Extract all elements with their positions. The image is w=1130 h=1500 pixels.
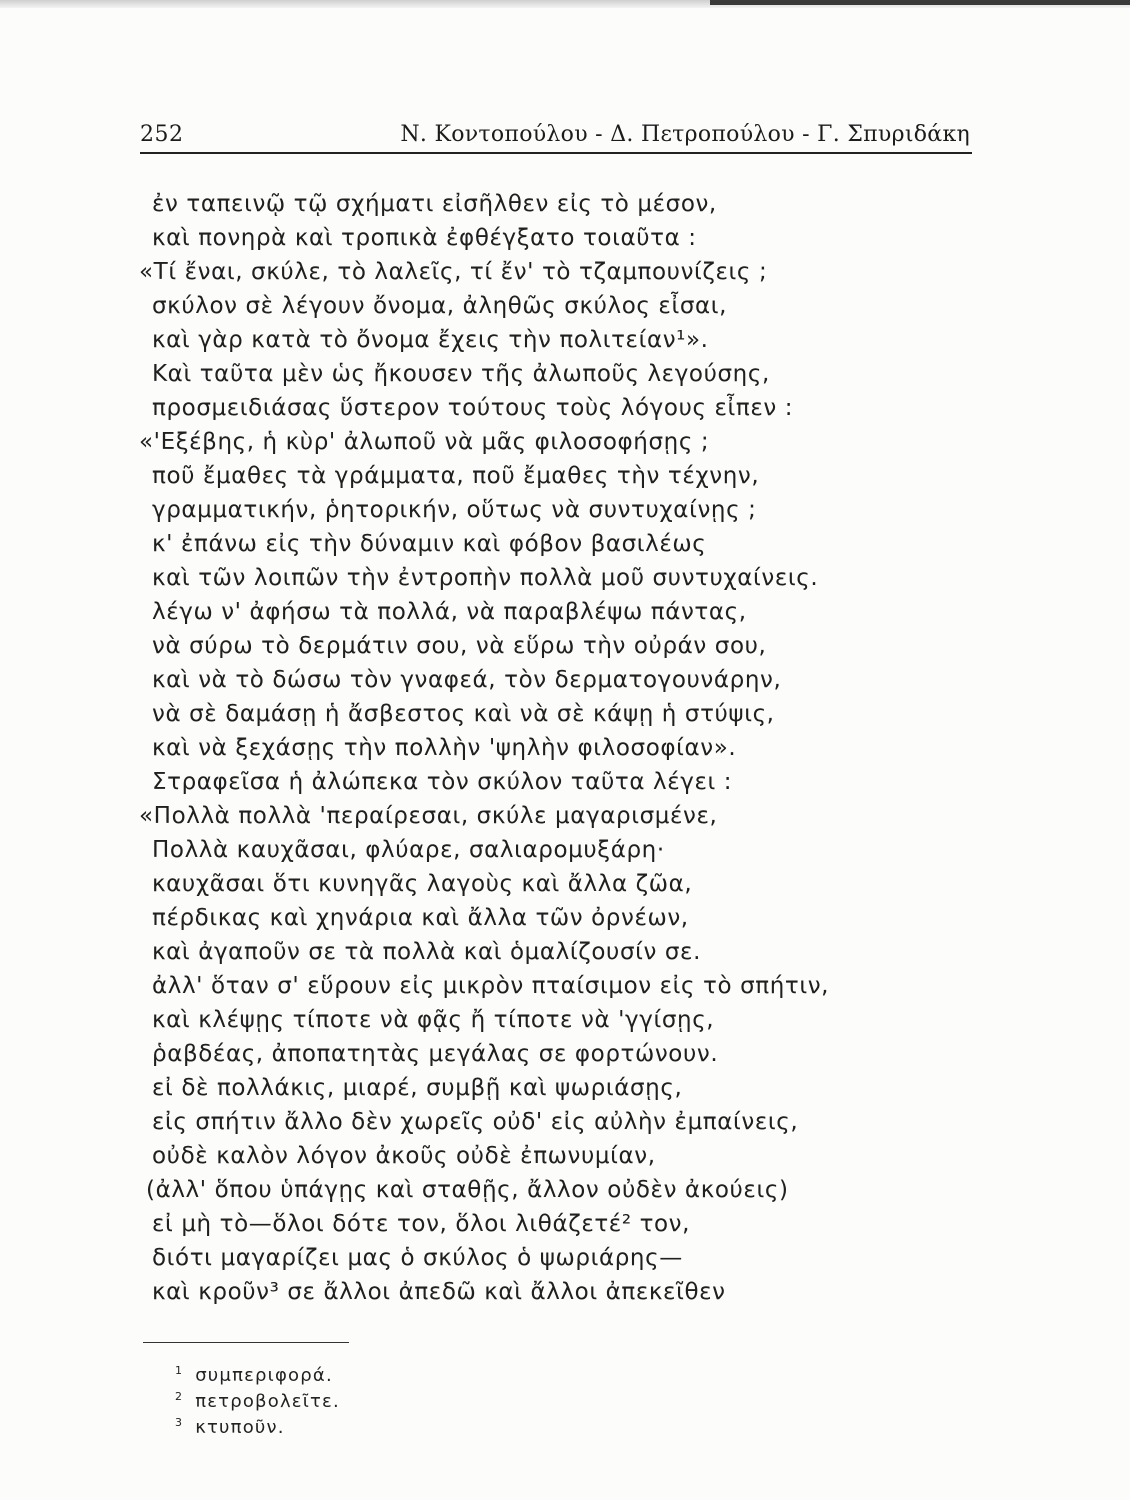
verse-line: καυχᾶσαι ὅτι κυνηγᾶς λαγοὺς καὶ ἄλλα ζῶα,	[152, 871, 693, 897]
page-header	[140, 120, 972, 154]
verse-line: σκύλον σὲ λέγουν ὄνομα, ἀληθῶς σκύλος εἶσαι,	[152, 293, 728, 319]
verse-line: καὶ νὰ τὸ δώσω τὸν γναφεά, τὸν δερματογουνάρην,	[152, 667, 782, 693]
verse-line: λέγω ν' ἀφήσω τὰ πολλά, νὰ παραβλέψω πάντας,	[152, 599, 747, 625]
footnote-item	[175, 1358, 333, 1384]
verse-line: ἐν ταπεινῷ τῷ σχήματι εἰσῆλθεν εἰς τὸ μέσον,	[152, 191, 717, 217]
verse-line: εἰ δὲ πολλάκις, μιαρέ, συμβῇ καὶ ψωριάσῃς,	[152, 1075, 683, 1101]
verse-line: διότι μαγαρίζει μας ὁ σκύλος ὁ ψωριάρης—	[152, 1245, 683, 1271]
verse-line: πέρδικας καὶ χηνάρια καὶ ἄλλα τῶν ὀρνέων,	[152, 905, 689, 931]
verse-line: κ' ἐπάνω εἰς τὴν δύναμιν καὶ φόβον βασιλέως	[152, 531, 707, 557]
verse-line: «Τί ἔναι, σκύλε, τὸ λαλεῖς, τί ἔν' τὸ τζαμπουνίζεις ;	[139, 259, 768, 285]
verse-line: ποῦ ἔμαθες τὰ γράμματα, ποῦ ἔμαθες τὴν τέχνην,	[152, 463, 760, 489]
footnote-item	[175, 1410, 285, 1436]
verse-line: «Πολλὰ πολλὰ 'περαίρεσαι, σκύλε μαγαρισμένε,	[139, 803, 718, 829]
page-number: 252	[140, 122, 184, 147]
footnote-text: κτυποῦν.	[195, 1417, 285, 1438]
verse-line: καὶ ἀγαποῦν σε τὰ πολλὰ καὶ ὁμαλίζουσίν σε.	[152, 939, 701, 965]
footnote-mark: 1	[175, 1364, 184, 1377]
footnote-item	[175, 1384, 340, 1410]
footnote-text: πετροβολεῖτε.	[195, 1391, 340, 1412]
verse-line: νὰ σύρω τὸ δερμάτιν σου, νὰ εὕρω τὴν οὐράν σου,	[152, 633, 767, 659]
footnote-divider	[143, 1342, 349, 1343]
verse-line: ἀλλ' ὅταν σ' εὕρουν εἰς μικρὸν πταίσιμον εἰς τὸ σπήτιν,	[152, 973, 830, 999]
verse-line: εἰ μὴ τὸ—ὅλοι δότε τον, ὅλοι λιθάζετέ² τον,	[152, 1211, 691, 1237]
verse-line: γραμματικήν, ῥητορικήν, οὕτως νὰ συντυχαίνῃς ;	[152, 497, 757, 523]
verse-line: οὐδὲ καλὸν λόγον ἀκοῦς οὐδὲ ἐπωνυμίαν,	[152, 1143, 656, 1169]
running-head-authors: Ν. Κοντοπούλου - Δ. Πετροπούλου - Γ. Σπυριδάκη	[400, 122, 970, 147]
verse-line: καὶ τῶν λοιπῶν τὴν ἐντροπὴν πολλὰ μοῦ συντυχαίνεις.	[152, 565, 819, 591]
footnote-mark: 2	[175, 1390, 184, 1403]
verse-line: εἰς σπήτιν ἄλλο δὲν χωρεῖς οὐδ' εἰς αὐλὴν ἐμπαίνεις,	[152, 1109, 799, 1135]
footnote-text: συμπεριφορά.	[195, 1365, 333, 1386]
verse-line: προσμειδιάσας ὕστερον τούτους τοὺς λόγους εἶπεν :	[152, 395, 794, 421]
verse-line: «'Εξέβης, ἡ κὺρ' ἀλωποῦ νὰ μᾶς φιλοσοφήσῃς ;	[139, 429, 710, 455]
verse-line: καὶ γὰρ κατὰ τὸ ὄνομα ἔχεις τὴν πολιτείαν¹».	[152, 327, 709, 353]
verse-line: καὶ πονηρὰ καὶ τροπικὰ ἐφθέγξατο τοιαῦτα :	[152, 225, 697, 251]
verse-line: καὶ κλέψῃς τίποτε νὰ φᾷς ἤ τίποτε νὰ 'γγίσῃς,	[152, 1007, 715, 1033]
verse-line: (ἀλλ' ὅπου ὑπάγῃς καὶ σταθῇς, ἄλλον οὐδὲν ἀκούεις)	[146, 1177, 789, 1203]
verse-line: καὶ κροῦν³ σε ἄλλοι ἀπεδῶ καὶ ἄλλοι ἀπεκεῖθεν	[152, 1279, 726, 1305]
verse-line: καὶ νὰ ξεχάσῃς τὴν πολλὴν 'ψηλὴν φιλοσοφίαν».	[152, 735, 737, 761]
verse-line: Στραφεῖσα ἡ ἀλώπεκα τὸν σκύλον ταῦτα λέγει :	[152, 769, 733, 795]
footnote-mark: 3	[175, 1416, 184, 1429]
scan-top-edge	[0, 0, 1130, 8]
verse-line: Καὶ ταῦτα μὲν ὡς ἤκουσεν τῆς ἀλωποῦς λεγούσης,	[152, 361, 770, 387]
verse-line: ῥαβδέας, ἀποπατητὰς μεγάλας σε φορτώνουν.	[152, 1041, 719, 1067]
verse-line: νὰ σὲ δαμάσῃ ἡ ἄσβεστος καὶ νὰ σὲ κάψῃ ἡ στύψις,	[152, 701, 775, 727]
verse-line: Πολλὰ καυχᾶσαι, φλύαρε, σαλιαρομυξάρη·	[152, 837, 665, 863]
